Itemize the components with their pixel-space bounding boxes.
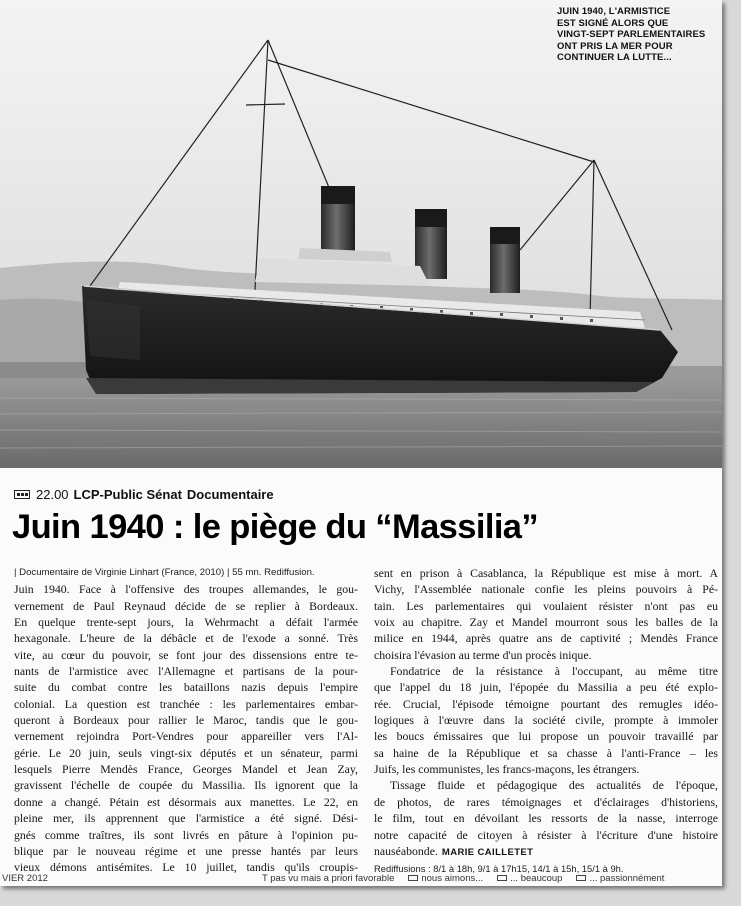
column-1-body [14, 581, 358, 875]
legend-item-label: ... beaucoup [510, 873, 563, 884]
channel-name: LCP-Public Sénat [73, 486, 182, 502]
text-line: nants de l'armistice avec l'Allemagne et partisans de la pour- [14, 664, 358, 679]
text-line: Vichy, l'Assemblée nationale confie les pleins pouvoirs à Pé- [374, 582, 718, 597]
article-column-2 [374, 565, 718, 878]
text-line: suite du combat contre les bataillons nazis depuis l'empire [14, 680, 358, 695]
caption-line: CONTINUER LA LUTTE... [557, 52, 672, 63]
text-line: donne a changé. Pétain est désormais aux manettes. Le 22, en [14, 794, 358, 809]
text-line: gravissent l'échelle de coupée du Massilia. Ils ignorent que la [14, 778, 358, 793]
text-line: que l'appel du 18 juin, l'épopée du Massilia a peu été explo- [374, 680, 718, 695]
author-name: MARIE CAILLETET [441, 846, 534, 858]
text-line: tain. Les parlementaires qui voulaient résister n'ont pas eu [374, 598, 718, 613]
legend-item-label: nous aimons... [421, 873, 484, 884]
program-kicker [14, 486, 274, 502]
text-line: Juifs, les communistes, les francs-maçons, les étrangers. [374, 762, 640, 777]
text-line: gnés comme traîtres, ils sont livrés en pâture à l'opinion pu- [14, 827, 358, 842]
legend-item: T pas vu mais a priori favorable [262, 873, 395, 884]
rediffusion-schedule: Rediffusions : 8/1 à 18h, 9/1 à 17h15, 14/1 à 15h, 15/1 à 9h. [374, 863, 624, 875]
text-line: Fondatrice de la résistance à l'occupant, au même titre [390, 664, 718, 679]
caption-line: EST SIGNÉ ALORS QUE [557, 17, 669, 29]
text-line: blique par le nouveau régime et une presse hantés par leurs [14, 843, 358, 858]
text-line: colonial. La question est tranchée : les parlementaires embar- [14, 696, 358, 711]
text-line: sent en prison à Casablanca, la République est mise à mort. A [374, 566, 718, 580]
program-genre: Documentaire [186, 486, 274, 502]
paragraph-3 [374, 777, 718, 861]
text-line: rée. Crucial, l'épisode témoigne pourtant des remugles idéo- [374, 696, 718, 711]
text-line: vernement rejoindra Port-Vendres pour appareiller vers l'Al- [14, 729, 358, 744]
text-line: voix au chapitre. Zay et Mandel mourront sous les balles de la [374, 615, 718, 630]
legend-item [497, 873, 562, 884]
rating-box-icon [576, 875, 586, 881]
text-line: Juin 1940. Face à l'offensive des troupes allemandes, le gou- [14, 582, 358, 597]
text-line: sa haine de la République et sa chasse à l'anti-France – les [374, 745, 718, 760]
text-line: Tissage fluide et pédagogique des actualités de l'époque, [390, 778, 718, 793]
tv-rating-icon [14, 490, 30, 499]
text-line: vieux démons antisémites. Le 10 juillet, tandis qu'ils croupis- [14, 860, 358, 875]
paragraph-2 [374, 663, 718, 777]
text-line: le film, tout en dévoilant les ressorts de la nasse, interroge [374, 811, 718, 826]
program-credits: | Documentaire de Virginie Linhart (France, 2010) | 55 mn. Rediffusion. [14, 567, 315, 578]
rating-legend [262, 873, 678, 884]
article-headline: Juin 1940 : le piège du “Massilia” [12, 508, 539, 546]
caption-line: ONT PRIS LA MER POUR [557, 40, 673, 52]
text-line: logiques à l'œuvre dans la société civile, prompte à immoler [374, 713, 718, 728]
caption-line: VINGT-SEPT PARLEMENTAIRES [557, 29, 706, 40]
text-line: vite, au cœur du pouvoir, se font jour des dissensions entre te- [14, 647, 358, 662]
legend-item-label: ... passionnément [589, 873, 665, 884]
text-line: notre capacité de citoyen à résister à l'écriture d'une histoire [374, 827, 718, 842]
text-line: milice en 1944, après quatre ans de captivité ; Mendès France [374, 631, 718, 646]
text-line: En quelque trente-sept jours, la Wehrmacht a défait l'armée [14, 615, 358, 630]
text-line: vernement de Paul Reynaud décide de se replier à Bordeaux. [14, 598, 358, 613]
broadcast-time: 22.00 [36, 486, 69, 502]
article-column-1 [14, 565, 358, 876]
text-line: lesquels Pierre Mendès France, Georges Mandel et Jean Zay, [14, 762, 358, 777]
paragraph-1 [374, 565, 718, 663]
text-line: les boucs émissaires que lui propose un pouvoir travaillé par [374, 729, 718, 744]
text-line: hexagonale. L'heure de la débâcle et de l'exode a sonné. Très [14, 631, 358, 646]
rating-box-icon [408, 875, 418, 881]
text-line: gérie. Le 20 juin, seuls vingt-six députés et un sénateur, parmi [14, 745, 358, 760]
legend-item [408, 873, 483, 884]
text-line: choisira l'évasion au terme d'un procès inique. [374, 647, 592, 662]
text-line: nauséabonde. MARIE CAILLETET [374, 843, 534, 858]
rating-box-icon [497, 875, 507, 881]
legend-item [576, 873, 664, 884]
issue-date: VIER 2012 [2, 873, 48, 884]
caption-line: JUIN 1940, L'ARMISTICE [557, 6, 671, 17]
page-footer [0, 870, 722, 886]
text-line: queront à Bordeaux pour rallier le Maroc, tandis que le gou- [14, 713, 358, 728]
text-line: pleine mer, ils apprennent que l'armistice a été signé. Dési- [14, 811, 358, 826]
text-line: de photos, de rares témoignages et d'éclairages d'historiens, [374, 794, 718, 809]
photo-caption [557, 6, 717, 64]
